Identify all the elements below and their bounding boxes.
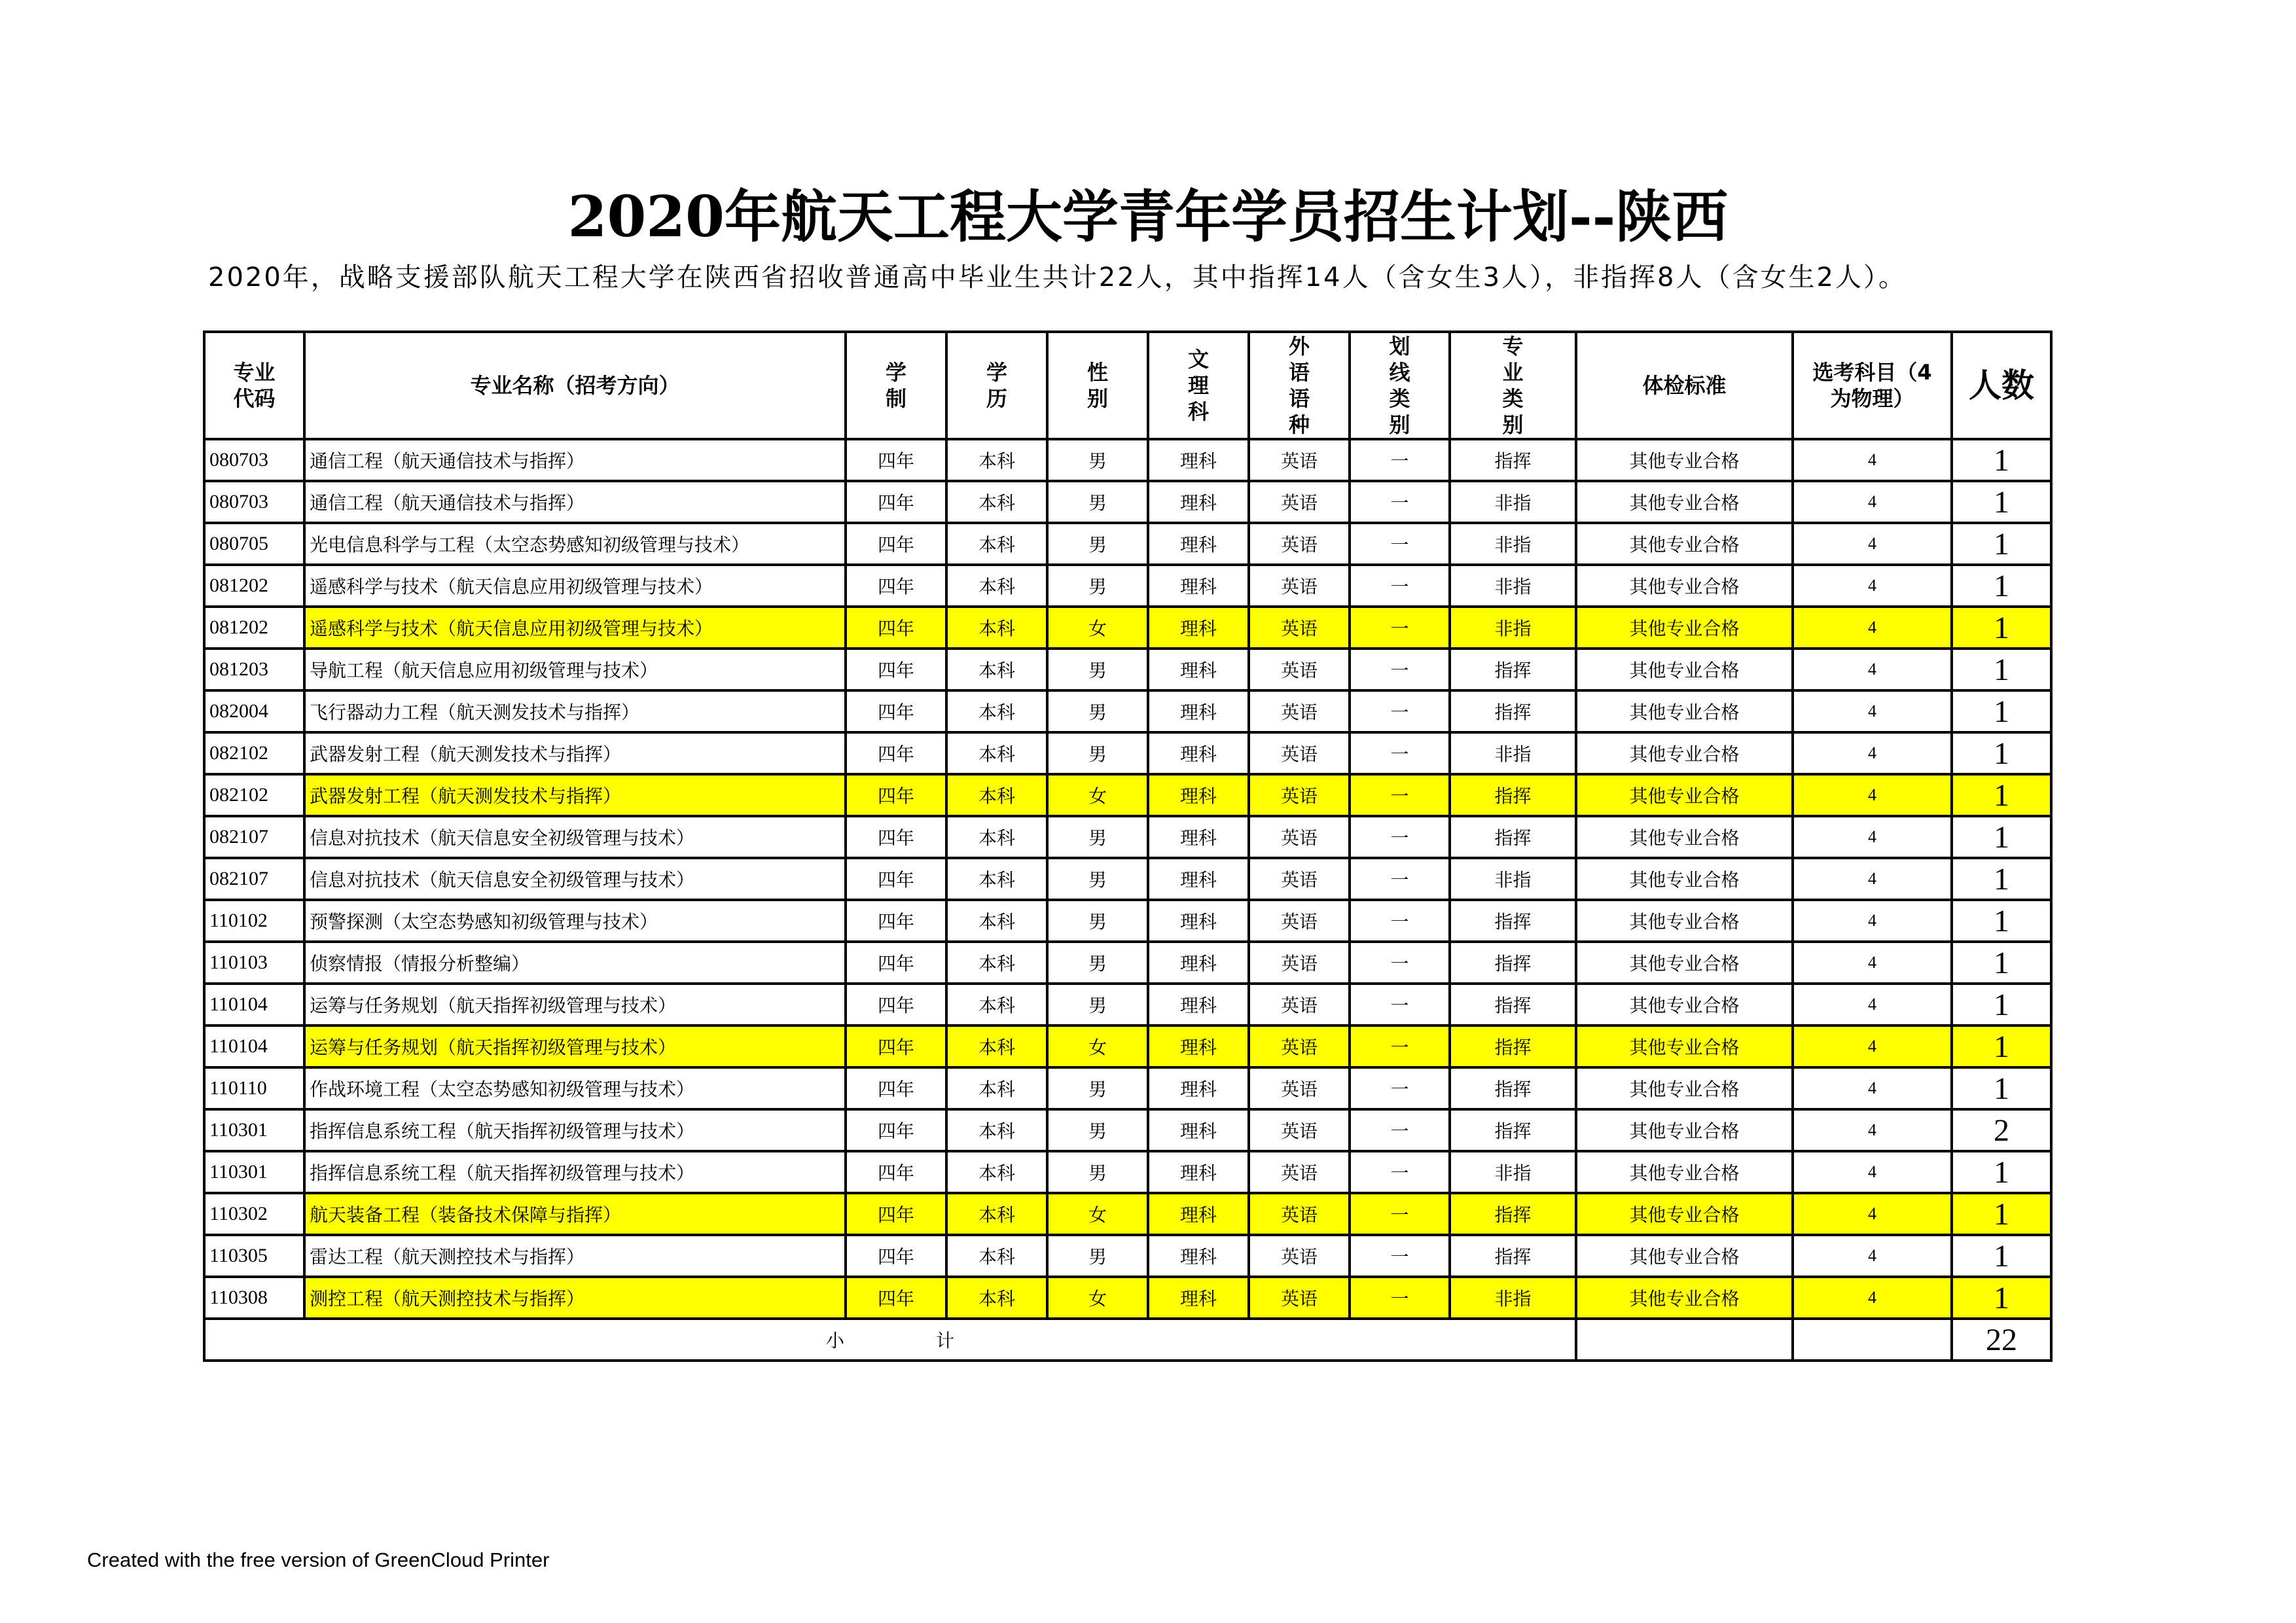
cell-degree: 本科: [946, 732, 1047, 774]
cell-language: 英语: [1249, 858, 1350, 900]
cell-subject: 4: [1793, 1109, 1952, 1151]
cell-count: 1: [1952, 1193, 2051, 1235]
cell-code: 082102: [204, 774, 304, 816]
cell-cutoff: 一: [1350, 942, 1450, 984]
cell-degree: 本科: [946, 1109, 1047, 1151]
cell-duration: 四年: [846, 1151, 946, 1193]
cell-physical: 其他专业合格: [1576, 942, 1793, 984]
cell-degree: 本科: [946, 1235, 1047, 1277]
cell-gender: 男: [1047, 816, 1148, 858]
table-row: [204, 481, 2051, 523]
cell-gender: 男: [1047, 900, 1148, 942]
cell-name: 信息对抗技术（航天信息安全初级管理与技术）: [304, 858, 846, 900]
cell-count: 1: [1952, 1235, 2051, 1277]
cell-physical: 其他专业合格: [1576, 816, 1793, 858]
cell-degree: 本科: [946, 1151, 1047, 1193]
cell-count: 1: [1952, 1277, 2051, 1319]
cell-language: 英语: [1249, 481, 1350, 523]
cell-count: 1: [1952, 900, 2051, 942]
header-degree: 学历: [946, 332, 1047, 439]
cell-track: 理科: [1148, 1109, 1249, 1151]
cell-count: 1: [1952, 732, 2051, 774]
table-row: [204, 732, 2051, 774]
table-row: [204, 1151, 2051, 1193]
cell-physical: 其他专业合格: [1576, 1109, 1793, 1151]
cell-language: 英语: [1249, 774, 1350, 816]
cell-name: 测控工程（航天测控技术与指挥）: [304, 1277, 846, 1319]
cell-degree: 本科: [946, 565, 1047, 607]
cell-name: 通信工程（航天通信技术与指挥）: [304, 481, 846, 523]
cell-track: 理科: [1148, 1193, 1249, 1235]
cell-gender: 男: [1047, 732, 1148, 774]
cell-name: 侦察情报（情报分析整编）: [304, 942, 846, 984]
cell-language: 英语: [1249, 1067, 1350, 1109]
cell-cutoff: 一: [1350, 1026, 1450, 1067]
cell-cutoff: 一: [1350, 690, 1450, 732]
cell-gender: 女: [1047, 1026, 1148, 1067]
cell-degree: 本科: [946, 900, 1047, 942]
cell-language: 英语: [1249, 984, 1350, 1026]
cell-category: 非指: [1450, 858, 1576, 900]
cell-cutoff: 一: [1350, 523, 1450, 565]
cell-track: 理科: [1148, 1026, 1249, 1067]
cell-duration: 四年: [846, 816, 946, 858]
cell-degree: 本科: [946, 690, 1047, 732]
cell-code: 110305: [204, 1235, 304, 1277]
cell-name: 运筹与任务规划（航天指挥初级管理与技术）: [304, 984, 846, 1026]
cell-category: 指挥: [1450, 900, 1576, 942]
cell-category: 指挥: [1450, 690, 1576, 732]
subtotal-label-part: 小: [825, 1330, 844, 1351]
cell-code: 081203: [204, 649, 304, 690]
cell-language: 英语: [1249, 1277, 1350, 1319]
cell-language: 英语: [1249, 690, 1350, 732]
cell-degree: 本科: [946, 774, 1047, 816]
table-row: [204, 607, 2051, 649]
cell-category: 非指: [1450, 607, 1576, 649]
table-row: [204, 1109, 2051, 1151]
cell-subject: 4: [1793, 1193, 1952, 1235]
cell-count: 1: [1952, 481, 2051, 523]
cell-category: 非指: [1450, 732, 1576, 774]
cell-language: 英语: [1249, 439, 1350, 481]
cell-physical: 其他专业合格: [1576, 1151, 1793, 1193]
cell-gender: 男: [1047, 649, 1148, 690]
cell-language: 英语: [1249, 1235, 1350, 1277]
subtotal-label: [204, 1319, 1576, 1361]
cell-language: 英语: [1249, 565, 1350, 607]
header-language: 外语语种: [1249, 332, 1350, 439]
header-count: 人数: [1952, 332, 2051, 439]
cell-count: 1: [1952, 1067, 2051, 1109]
cell-subject: 4: [1793, 523, 1952, 565]
cell-cutoff: 一: [1350, 649, 1450, 690]
cell-category: 非指: [1450, 481, 1576, 523]
cell-track: 理科: [1148, 690, 1249, 732]
cell-language: 英语: [1249, 942, 1350, 984]
header-code: 专业代码: [204, 332, 304, 439]
cell-cutoff: 一: [1350, 565, 1450, 607]
cell-gender: 男: [1047, 942, 1148, 984]
cell-cutoff: 一: [1350, 984, 1450, 1026]
cell-name: 雷达工程（航天测控技术与指挥）: [304, 1235, 846, 1277]
cell-count: 1: [1952, 523, 2051, 565]
cell-duration: 四年: [846, 1109, 946, 1151]
cell-subject: 4: [1793, 439, 1952, 481]
header-subject: 选考科目（4为物理）: [1793, 332, 1952, 439]
cell-subject: 4: [1793, 1277, 1952, 1319]
cell-gender: 女: [1047, 1193, 1148, 1235]
cell-gender: 女: [1047, 607, 1148, 649]
header-gender: 性别: [1047, 332, 1148, 439]
cell-count: 1: [1952, 439, 2051, 481]
cell-subject: 4: [1793, 607, 1952, 649]
cell-code: 110102: [204, 900, 304, 942]
cell-name: 信息对抗技术（航天信息安全初级管理与技术）: [304, 816, 846, 858]
table-row: [204, 1067, 2051, 1109]
cell-count: 1: [1952, 816, 2051, 858]
table-row: [204, 816, 2051, 858]
cell-duration: 四年: [846, 732, 946, 774]
cell-physical: 其他专业合格: [1576, 858, 1793, 900]
cell-cutoff: 一: [1350, 439, 1450, 481]
cell-language: 英语: [1249, 1151, 1350, 1193]
cell-code: 080705: [204, 523, 304, 565]
cell-gender: 男: [1047, 1109, 1148, 1151]
cell-name: 航天装备工程（装备技术保障与指挥）: [304, 1193, 846, 1235]
cell-subject: 4: [1793, 858, 1952, 900]
cell-count: 1: [1952, 774, 2051, 816]
cell-language: 英语: [1249, 607, 1350, 649]
cell-subject: 4: [1793, 481, 1952, 523]
page-title: 2020年航天工程大学青年学员招生计划--陕西: [567, 184, 1729, 250]
cell-code: 082102: [204, 732, 304, 774]
cell-language: 英语: [1249, 523, 1350, 565]
table-row: [204, 690, 2051, 732]
cell-category: 非指: [1450, 523, 1576, 565]
cell-track: 理科: [1148, 732, 1249, 774]
cell-track: 理科: [1148, 1067, 1249, 1109]
header-physical: 体检标准: [1576, 332, 1793, 439]
cell-degree: 本科: [946, 1067, 1047, 1109]
cell-gender: 男: [1047, 523, 1148, 565]
subtotal-count: 22: [1952, 1319, 2051, 1361]
cell-track: 理科: [1148, 774, 1249, 816]
cell-gender: 男: [1047, 565, 1148, 607]
cell-count: 2: [1952, 1109, 2051, 1151]
cell-gender: 女: [1047, 1277, 1148, 1319]
cell-degree: 本科: [946, 1277, 1047, 1319]
cell-name: 武器发射工程（航天测发技术与指挥）: [304, 732, 846, 774]
cell-language: 英语: [1249, 649, 1350, 690]
cell-gender: 男: [1047, 858, 1148, 900]
cell-degree: 本科: [946, 523, 1047, 565]
cell-track: 理科: [1148, 481, 1249, 523]
cell-code: 110103: [204, 942, 304, 984]
cell-language: 英语: [1249, 1193, 1350, 1235]
cell-cutoff: 一: [1350, 1067, 1450, 1109]
cell-subject: 4: [1793, 984, 1952, 1026]
cell-name: 遥感科学与技术（航天信息应用初级管理与技术）: [304, 565, 846, 607]
cell-count: 1: [1952, 984, 2051, 1026]
cell-name: 导航工程（航天信息应用初级管理与技术）: [304, 649, 846, 690]
cell-track: 理科: [1148, 1235, 1249, 1277]
cell-track: 理科: [1148, 942, 1249, 984]
cell-code: 110308: [204, 1277, 304, 1319]
cell-gender: 男: [1047, 690, 1148, 732]
cell-cutoff: 一: [1350, 858, 1450, 900]
cell-code: 082107: [204, 858, 304, 900]
cell-cutoff: 一: [1350, 732, 1450, 774]
cell-duration: 四年: [846, 607, 946, 649]
cell-code: 110302: [204, 1193, 304, 1235]
cell-category: 指挥: [1450, 1109, 1576, 1151]
cell-code: 082004: [204, 690, 304, 732]
cell-category: 指挥: [1450, 1067, 1576, 1109]
cell-degree: 本科: [946, 481, 1047, 523]
table-row: [204, 942, 2051, 984]
cell-gender: 男: [1047, 1235, 1148, 1277]
cell-code: 080703: [204, 481, 304, 523]
cell-category: 指挥: [1450, 649, 1576, 690]
cell-physical: 其他专业合格: [1576, 774, 1793, 816]
cell-category: 非指: [1450, 1151, 1576, 1193]
cell-physical: 其他专业合格: [1576, 900, 1793, 942]
cell-physical: 其他专业合格: [1576, 1067, 1793, 1109]
cell-physical: 其他专业合格: [1576, 1235, 1793, 1277]
cell-code: 080703: [204, 439, 304, 481]
cell-cutoff: 一: [1350, 1109, 1450, 1151]
subtotal-subject: [1793, 1319, 1952, 1361]
cell-subject: 4: [1793, 1067, 1952, 1109]
cell-subject: 4: [1793, 565, 1952, 607]
enrollment-plan-table: [203, 330, 2053, 1362]
cell-gender: 男: [1047, 984, 1148, 1026]
cell-degree: 本科: [946, 816, 1047, 858]
cell-cutoff: 一: [1350, 774, 1450, 816]
cell-subject: 4: [1793, 816, 1952, 858]
header-duration: 学制: [846, 332, 946, 439]
cell-degree: 本科: [946, 1026, 1047, 1067]
cell-degree: 本科: [946, 858, 1047, 900]
cell-physical: 其他专业合格: [1576, 523, 1793, 565]
cell-physical: 其他专业合格: [1576, 649, 1793, 690]
cell-duration: 四年: [846, 1067, 946, 1109]
cell-name: 运筹与任务规划（航天指挥初级管理与技术）: [304, 1026, 846, 1067]
cell-track: 理科: [1148, 984, 1249, 1026]
cell-code: 110301: [204, 1151, 304, 1193]
cell-duration: 四年: [846, 1235, 946, 1277]
cell-duration: 四年: [846, 774, 946, 816]
table-row: [204, 1193, 2051, 1235]
cell-duration: 四年: [846, 900, 946, 942]
cell-degree: 本科: [946, 607, 1047, 649]
cell-physical: 其他专业合格: [1576, 481, 1793, 523]
cell-count: 1: [1952, 607, 2051, 649]
table-row: [204, 565, 2051, 607]
cell-cutoff: 一: [1350, 1277, 1450, 1319]
cell-language: 英语: [1249, 1109, 1350, 1151]
table-row: [204, 1026, 2051, 1067]
cell-duration: 四年: [846, 523, 946, 565]
cell-category: 指挥: [1450, 439, 1576, 481]
header-name: 专业名称（招考方向）: [304, 332, 846, 439]
cell-degree: 本科: [946, 1193, 1047, 1235]
cell-language: 英语: [1249, 816, 1350, 858]
cell-name: 通信工程（航天通信技术与指挥）: [304, 439, 846, 481]
cell-track: 理科: [1148, 1277, 1249, 1319]
cell-physical: 其他专业合格: [1576, 690, 1793, 732]
table-row: [204, 1235, 2051, 1277]
cell-duration: 四年: [846, 439, 946, 481]
cell-track: 理科: [1148, 523, 1249, 565]
cell-track: 理科: [1148, 607, 1249, 649]
cell-physical: 其他专业合格: [1576, 1026, 1793, 1067]
header-row: [204, 332, 2051, 439]
cell-count: 1: [1952, 690, 2051, 732]
cell-subject: 4: [1793, 1235, 1952, 1277]
cell-gender: 男: [1047, 439, 1148, 481]
cell-language: 英语: [1249, 732, 1350, 774]
cell-degree: 本科: [946, 984, 1047, 1026]
cell-code: 081202: [204, 607, 304, 649]
cell-category: 指挥: [1450, 1026, 1576, 1067]
cell-duration: 四年: [846, 690, 946, 732]
cell-physical: 其他专业合格: [1576, 439, 1793, 481]
header-category: 专业类别: [1450, 332, 1576, 439]
cell-track: 理科: [1148, 439, 1249, 481]
cell-duration: 四年: [846, 565, 946, 607]
header-track: 文理科: [1148, 332, 1249, 439]
cell-degree: 本科: [946, 942, 1047, 984]
cell-category: 指挥: [1450, 1235, 1576, 1277]
cell-gender: 女: [1047, 774, 1148, 816]
cell-name: 预警探测（太空态势感知初级管理与技术）: [304, 900, 846, 942]
cell-degree: 本科: [946, 649, 1047, 690]
cell-count: 1: [1952, 942, 2051, 984]
cell-physical: 其他专业合格: [1576, 732, 1793, 774]
cell-cutoff: 一: [1350, 900, 1450, 942]
table-row: [204, 984, 2051, 1026]
cell-track: 理科: [1148, 649, 1249, 690]
cell-subject: 4: [1793, 732, 1952, 774]
cell-code: 110104: [204, 1026, 304, 1067]
cell-code: 110110: [204, 1067, 304, 1109]
header-cutoff: 划线类别: [1350, 332, 1450, 439]
cell-name: 遥感科学与技术（航天信息应用初级管理与技术）: [304, 607, 846, 649]
cell-duration: 四年: [846, 649, 946, 690]
cell-subject: 4: [1793, 1151, 1952, 1193]
cell-category: 非指: [1450, 1277, 1576, 1319]
cell-count: 1: [1952, 858, 2051, 900]
cell-cutoff: 一: [1350, 481, 1450, 523]
cell-duration: 四年: [846, 858, 946, 900]
cell-subject: 4: [1793, 900, 1952, 942]
table-row: [204, 439, 2051, 481]
cell-duration: 四年: [846, 1277, 946, 1319]
cell-name: 光电信息科学与工程（太空态势感知初级管理与技术）: [304, 523, 846, 565]
cell-physical: 其他专业合格: [1576, 1193, 1793, 1235]
cell-subject: 4: [1793, 649, 1952, 690]
watermark-text: Created with the free version of GreenCloud Printer: [87, 1548, 550, 1571]
cell-name: 指挥信息系统工程（航天指挥初级管理与技术）: [304, 1151, 846, 1193]
subtotal-row: [204, 1319, 2051, 1361]
cell-subject: 4: [1793, 774, 1952, 816]
cell-gender: 男: [1047, 1067, 1148, 1109]
cell-duration: 四年: [846, 1026, 946, 1067]
cell-category: 指挥: [1450, 942, 1576, 984]
cell-track: 理科: [1148, 858, 1249, 900]
cell-duration: 四年: [846, 481, 946, 523]
cell-physical: 其他专业合格: [1576, 984, 1793, 1026]
cell-category: 指挥: [1450, 984, 1576, 1026]
cell-cutoff: 一: [1350, 1235, 1450, 1277]
cell-language: 英语: [1249, 900, 1350, 942]
cell-category: 指挥: [1450, 774, 1576, 816]
cell-name: 作战环境工程（太空态势感知初级管理与技术）: [304, 1067, 846, 1109]
cell-category: 指挥: [1450, 816, 1576, 858]
table-row: [204, 1277, 2051, 1319]
table-row: [204, 649, 2051, 690]
cell-track: 理科: [1148, 900, 1249, 942]
table-row: [204, 774, 2051, 816]
cell-track: 理科: [1148, 1151, 1249, 1193]
cell-gender: 男: [1047, 481, 1148, 523]
table-row: [204, 900, 2051, 942]
cell-subject: 4: [1793, 690, 1952, 732]
cell-name: 武器发射工程（航天测发技术与指挥）: [304, 774, 846, 816]
cell-degree: 本科: [946, 439, 1047, 481]
cell-duration: 四年: [846, 984, 946, 1026]
cell-track: 理科: [1148, 816, 1249, 858]
cell-code: 082107: [204, 816, 304, 858]
cell-duration: 四年: [846, 1193, 946, 1235]
table-row: [204, 858, 2051, 900]
summary-text: 2020年，战略支援部队航天工程大学在陕西省招收普通高中毕业生共计22人，其中指挥14人（含女生3人），非指挥8人（含女生2人）。: [208, 262, 1907, 293]
cell-count: 1: [1952, 649, 2051, 690]
cell-track: 理科: [1148, 565, 1249, 607]
cell-physical: 其他专业合格: [1576, 565, 1793, 607]
subtotal-label-part: 计: [936, 1330, 955, 1351]
cell-cutoff: 一: [1350, 816, 1450, 858]
cell-code: 110104: [204, 984, 304, 1026]
cell-cutoff: 一: [1350, 1151, 1450, 1193]
cell-subject: 4: [1793, 1026, 1952, 1067]
cell-physical: 其他专业合格: [1576, 607, 1793, 649]
cell-subject: 4: [1793, 942, 1952, 984]
cell-category: 非指: [1450, 565, 1576, 607]
cell-cutoff: 一: [1350, 1193, 1450, 1235]
cell-name: 指挥信息系统工程（航天指挥初级管理与技术）: [304, 1109, 846, 1151]
table-row: [204, 523, 2051, 565]
cell-name: 飞行器动力工程（航天测发技术与指挥）: [304, 690, 846, 732]
subtotal-physical: [1576, 1319, 1793, 1361]
cell-cutoff: 一: [1350, 607, 1450, 649]
cell-count: 1: [1952, 1026, 2051, 1067]
cell-count: 1: [1952, 1151, 2051, 1193]
cell-gender: 男: [1047, 1151, 1148, 1193]
cell-language: 英语: [1249, 1026, 1350, 1067]
cell-duration: 四年: [846, 942, 946, 984]
cell-physical: 其他专业合格: [1576, 1277, 1793, 1319]
cell-count: 1: [1952, 565, 2051, 607]
cell-code: 110301: [204, 1109, 304, 1151]
cell-code: 081202: [204, 565, 304, 607]
cell-category: 指挥: [1450, 1193, 1576, 1235]
